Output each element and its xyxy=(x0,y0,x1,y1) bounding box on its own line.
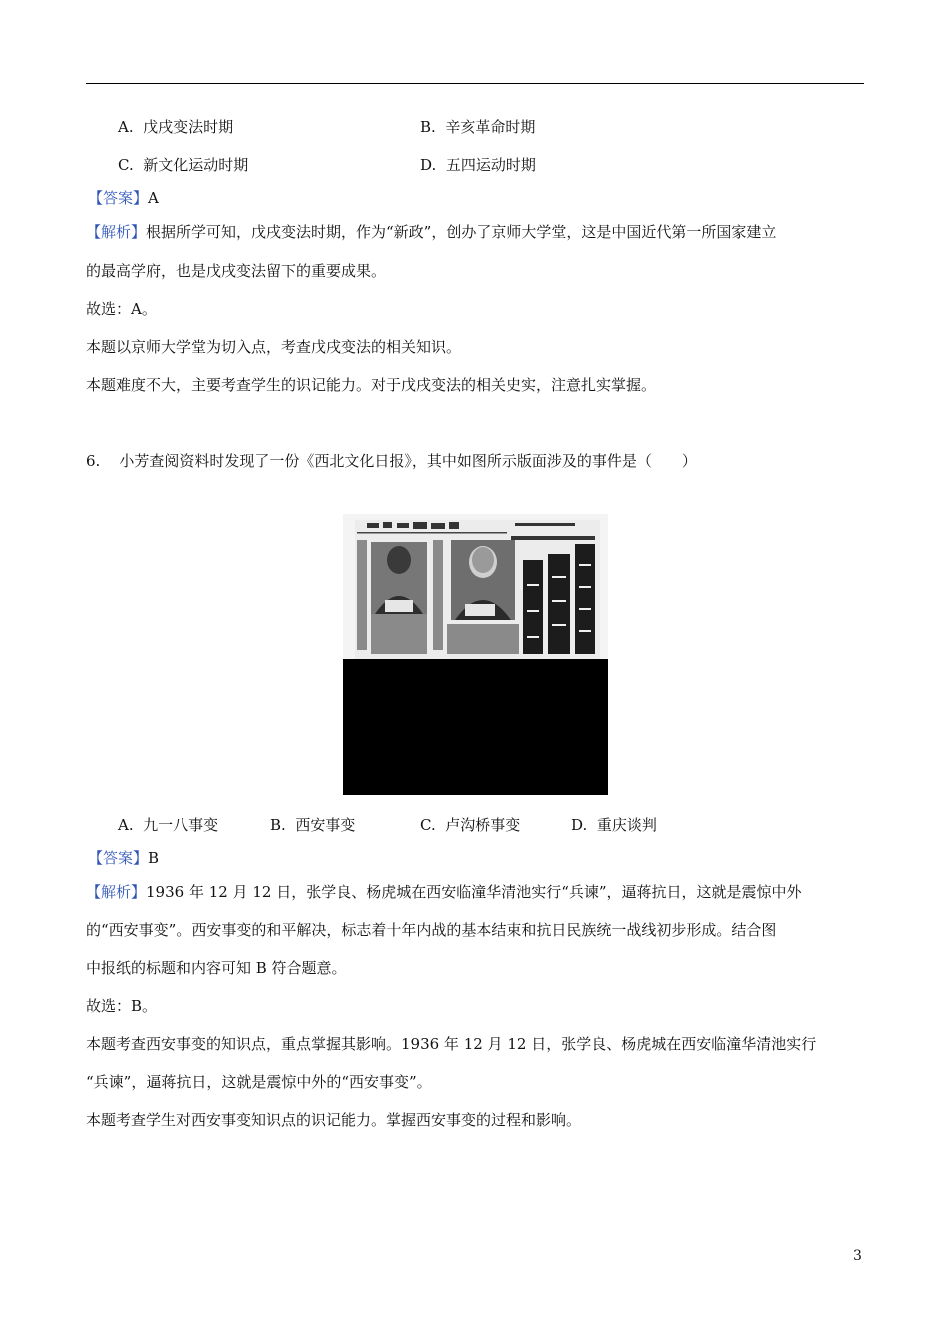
q6-analysis-line3: 中报纸的标题和内容可知 B 符合题意。 xyxy=(86,959,347,977)
q5-option-a: A. 戊戌变法时期 xyxy=(118,118,234,136)
q6-question: 6. 小芳查阅资料时发现了一份《西北文化日报》，其中如图所示版面涉及的事件是（ ） xyxy=(86,452,697,470)
q6-choose: 故选：B。 xyxy=(86,997,158,1015)
q6-option-d: D. 重庆谈判 xyxy=(571,816,657,834)
q6-analysis-line1: 【解析】1936 年 12 月 12 日，张学良、杨虎城在西安临潼华清池实行“兵谏”，逼蒋抗日，这就是震惊中外 xyxy=(86,883,802,901)
q5-analysis-line1: 【解析】根据所学可知，戊戌变法时期，作为“新政”，创办了京师大学堂，这是中国近代第一所国家建立 xyxy=(86,223,777,241)
q6-option-b: B. 西安事变 xyxy=(270,816,356,834)
q6-note1-line1: 本题考查西安事变的知识点，重点掌握其影响。1936 年 12 月 12 日，张学良、杨虎城在西安临潼华清池实行 xyxy=(86,1035,817,1053)
q5-note2: 本题难度不大，主要考查学生的识记能力。对于戊戌变法的相关史实，注意扎实掌握。 xyxy=(86,376,657,394)
q6-analysis-line2: 的“西安事变”。西安事变的和平解决，标志着十年内战的基本结束和抗日民族统一战线初步形成。结合图 xyxy=(86,921,777,939)
q5-analysis-line2: 的最高学府，也是戊戌变法留下的重要成果。 xyxy=(86,262,387,280)
header-rule xyxy=(86,83,864,84)
redaction-block xyxy=(343,659,608,795)
q5-choose: 故选：A。 xyxy=(86,300,157,318)
q6-answer: 【答案】B xyxy=(88,849,160,867)
q5-option-b: B. 辛亥革命时期 xyxy=(420,118,536,136)
q5-answer: 【答案】A xyxy=(88,189,159,207)
q6-option-c: C. 卢沟桥事变 xyxy=(420,816,521,834)
q5-option-d: D. 五四运动时期 xyxy=(420,156,536,174)
q6-option-a: A. 九一八事变 xyxy=(118,816,219,834)
q5-note1: 本题以京师大学堂为切入点，考查戊戌变法的相关知识。 xyxy=(86,338,462,356)
q6-note1-line2: “兵谏”，逼蒋抗日，这就是震惊中外的“西安事变”。 xyxy=(86,1073,432,1091)
page-number: 3 xyxy=(853,1248,862,1264)
q6-note2: 本题考查学生对西安事变知识点的识记能力。掌握西安事变的过程和影响。 xyxy=(86,1111,582,1129)
q5-option-c: C. 新文化运动时期 xyxy=(118,156,249,174)
